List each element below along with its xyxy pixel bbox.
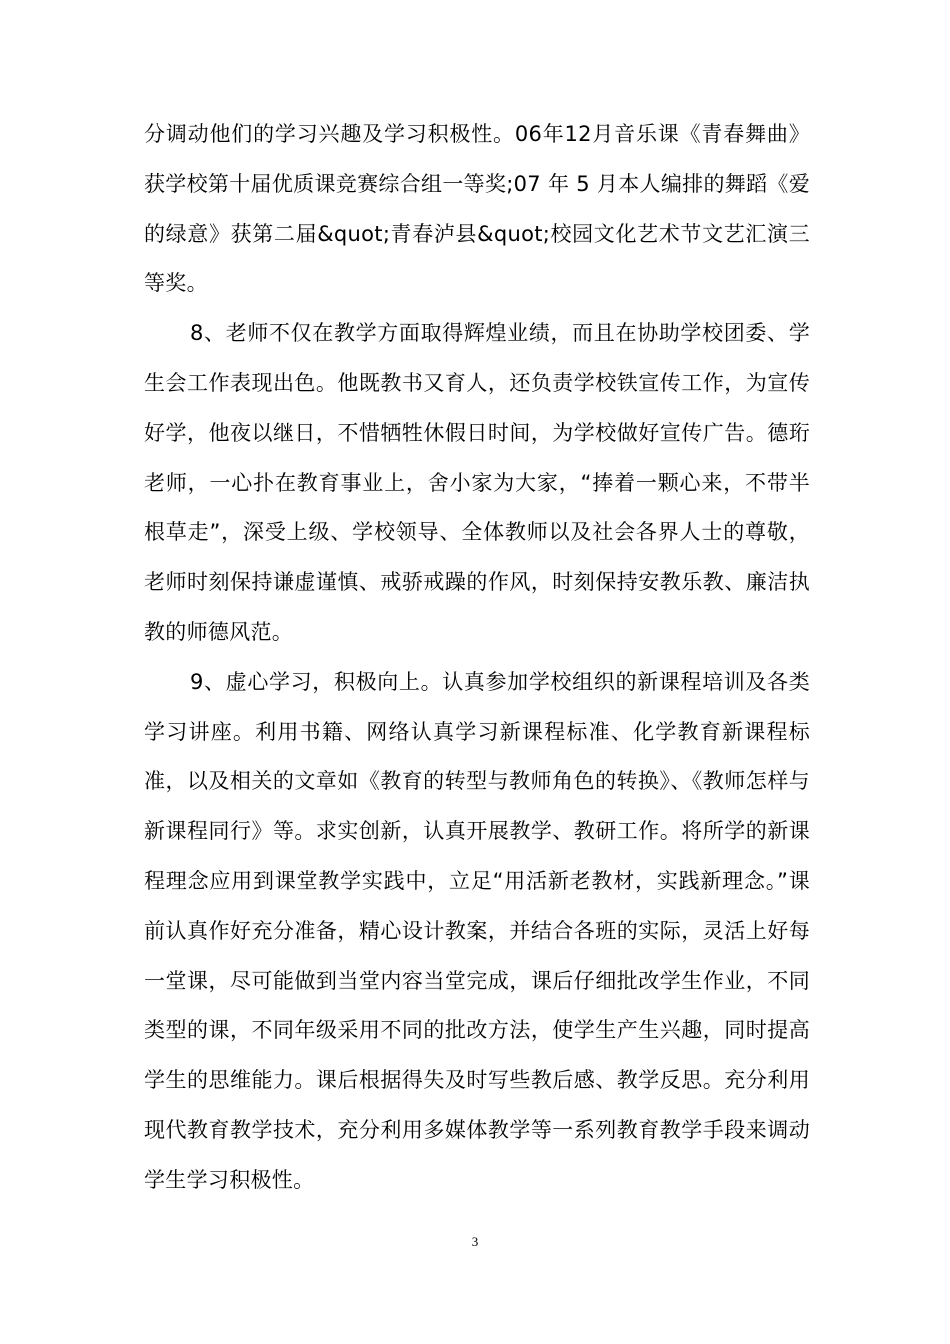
paragraph-item-9: 9、虚心学习，积极向上。认真参加学校组织的新课程培训及各类学习讲座。利用书籍、网络认真学习新课程标准、化学教育新课程标准，以及相关的文章如《教育的转型与教师角色的转换》、《教师怎样与新课程同行》等。求实创新，认真开展教学、教研工作。将所学的新课程理念应用到课堂教学实践中，立足“用活新老教材，实践新理念。”课前认真作好充分准备，精心设计教案，并结合各班的实际，灵活上好每一堂课，尽可能做到当堂内容当堂完成，课后仔细批改学生作业，不同类型的课，不同年级采用不同的批改方法，使学生产生兴趣，同时提高学生的思维能力。课后根据得失及时写些教后感、教学反思。充分利用现代教育教学技术，充分利用多媒体教学等一系列教育教学手段来调动学生学习积极性。 (144, 669, 810, 1192)
paragraph-item-8: 8、老师不仅在教学方面取得辉煌业绩，而且在协助学校团委、学生会工作表现出色。他既教书又育人，还负责学校铁宣传工作，为宣传好学，他夜以继日，不惜牺牲休假日时间，为学校做好宣传广告。德珩老师，一心扑在教育事业上，舍小家为大家，“捧着一颗心来，不带半根草走”，深受上级、学校领导、全体教师以及社会各界人士的尊敬，老师时刻保持谦虚谨慎、戒骄戒躁的作风，时刻保持安教乐教、廉洁执教的师德风范。 (144, 321, 810, 644)
paragraph-continuation: 分调动他们的学习兴趣及学习积极性。06年12月音乐课《青春舞曲》获学校第十届优质课竞赛综合组一等奖;07 年 5 月本人编排的舞蹈《爱的绿意》获第二届&quot;青春泸县&quot;校园文化艺术节文艺汇演三等奖。 (144, 122, 810, 296)
document-body (144, 110, 810, 1206)
page-number: 3 (471, 1234, 479, 1249)
